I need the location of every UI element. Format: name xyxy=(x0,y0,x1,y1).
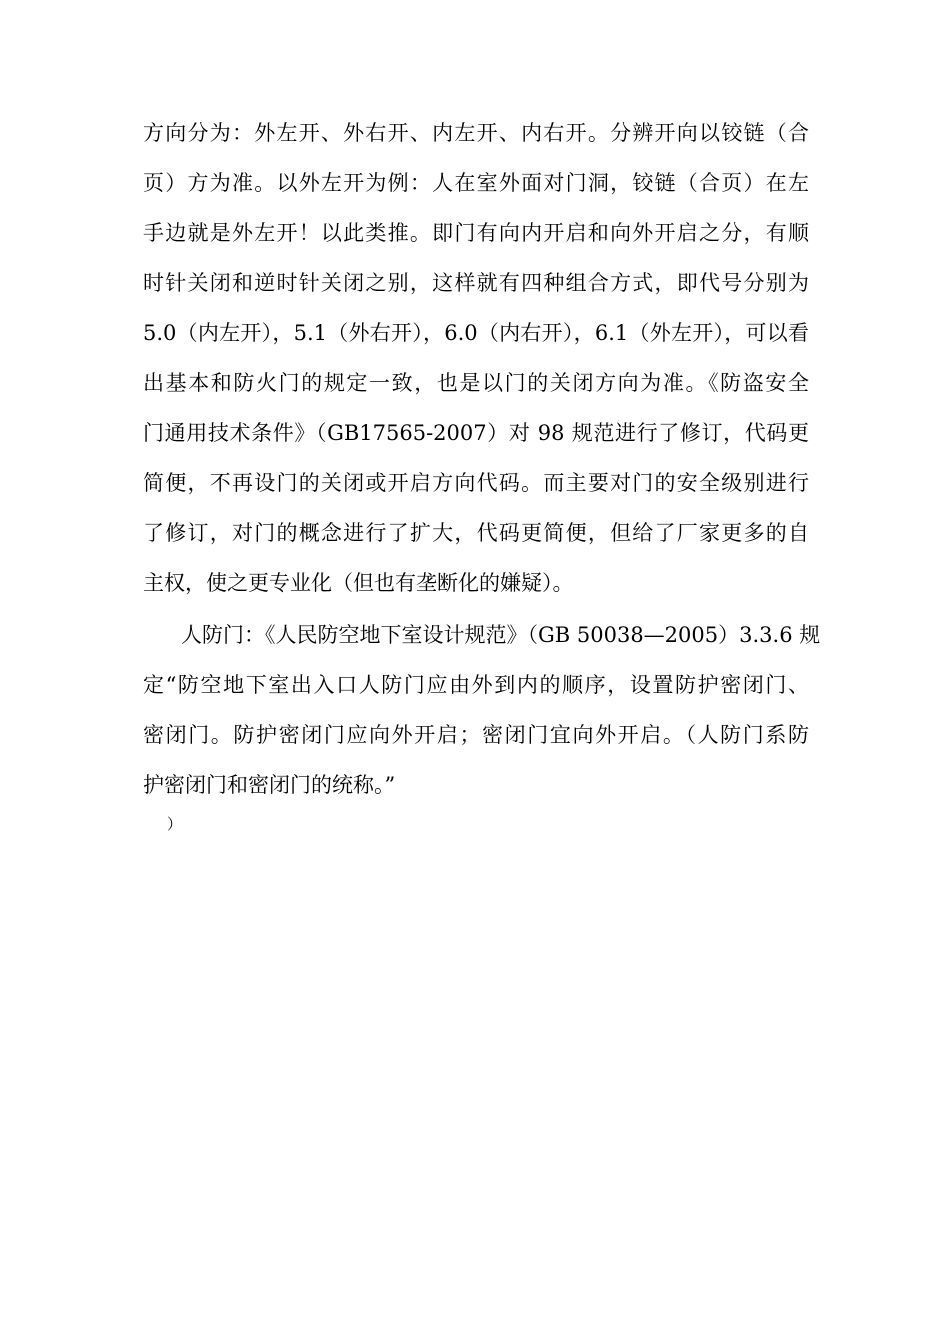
text-line-5: 5.0（内左开），5.1（外右开），6.0（内右开），6.1（外左开），可以看 xyxy=(143,321,809,345)
text-line-12: 定“防空地下室出入口人防门应由外到内的顺序，设置防护密闭门、 xyxy=(143,673,809,697)
text-line-4: 时针关闭和逆时针关闭之别，这样就有四种组合方式，即代号分别为 xyxy=(143,271,809,295)
text-line-9: 了修订，对门的概念进行了扩大，代码更简便，但给了厂家更多的自 xyxy=(143,521,809,545)
trailing-paren: ） xyxy=(167,815,183,833)
text-line-1: 方向分为：外左开、外右开、内左开、内右开。分辨开向以铰链（合 xyxy=(143,121,809,145)
text-line-10: 主权，使之更专业化（但也有垄断化的嫌疑）。 xyxy=(143,571,574,595)
text-line-3: 手边就是外左开！以此类推。即门有向内开启和向外开启之分，有顺 xyxy=(143,221,809,245)
text-line-11: 人防门：《人民防空地下室设计规范》（GB 50038—2005）3.3.6 规 xyxy=(181,623,821,647)
text-line-6: 出基本和防火门的规定一致，也是以门的关闭方向为准。《防盗安全 xyxy=(143,371,809,395)
text-line-7: 门通用技术条件》（GB17565-2007）对 98 规范进行了修订，代码更 xyxy=(143,421,809,445)
text-line-2: 页）方为准。以外左开为例：人在室外面对门洞，铰链（合页）在左 xyxy=(143,171,809,195)
text-line-13: 密闭门。防护密闭门应向外开启；密闭门宜向外开启。（人防门系防 xyxy=(143,723,809,747)
text-line-14: 护密闭门和密闭门的统称。” xyxy=(143,773,396,797)
text-line-8: 简便，不再设门的关闭或开启方向代码。而主要对门的安全级别进行 xyxy=(143,471,809,495)
